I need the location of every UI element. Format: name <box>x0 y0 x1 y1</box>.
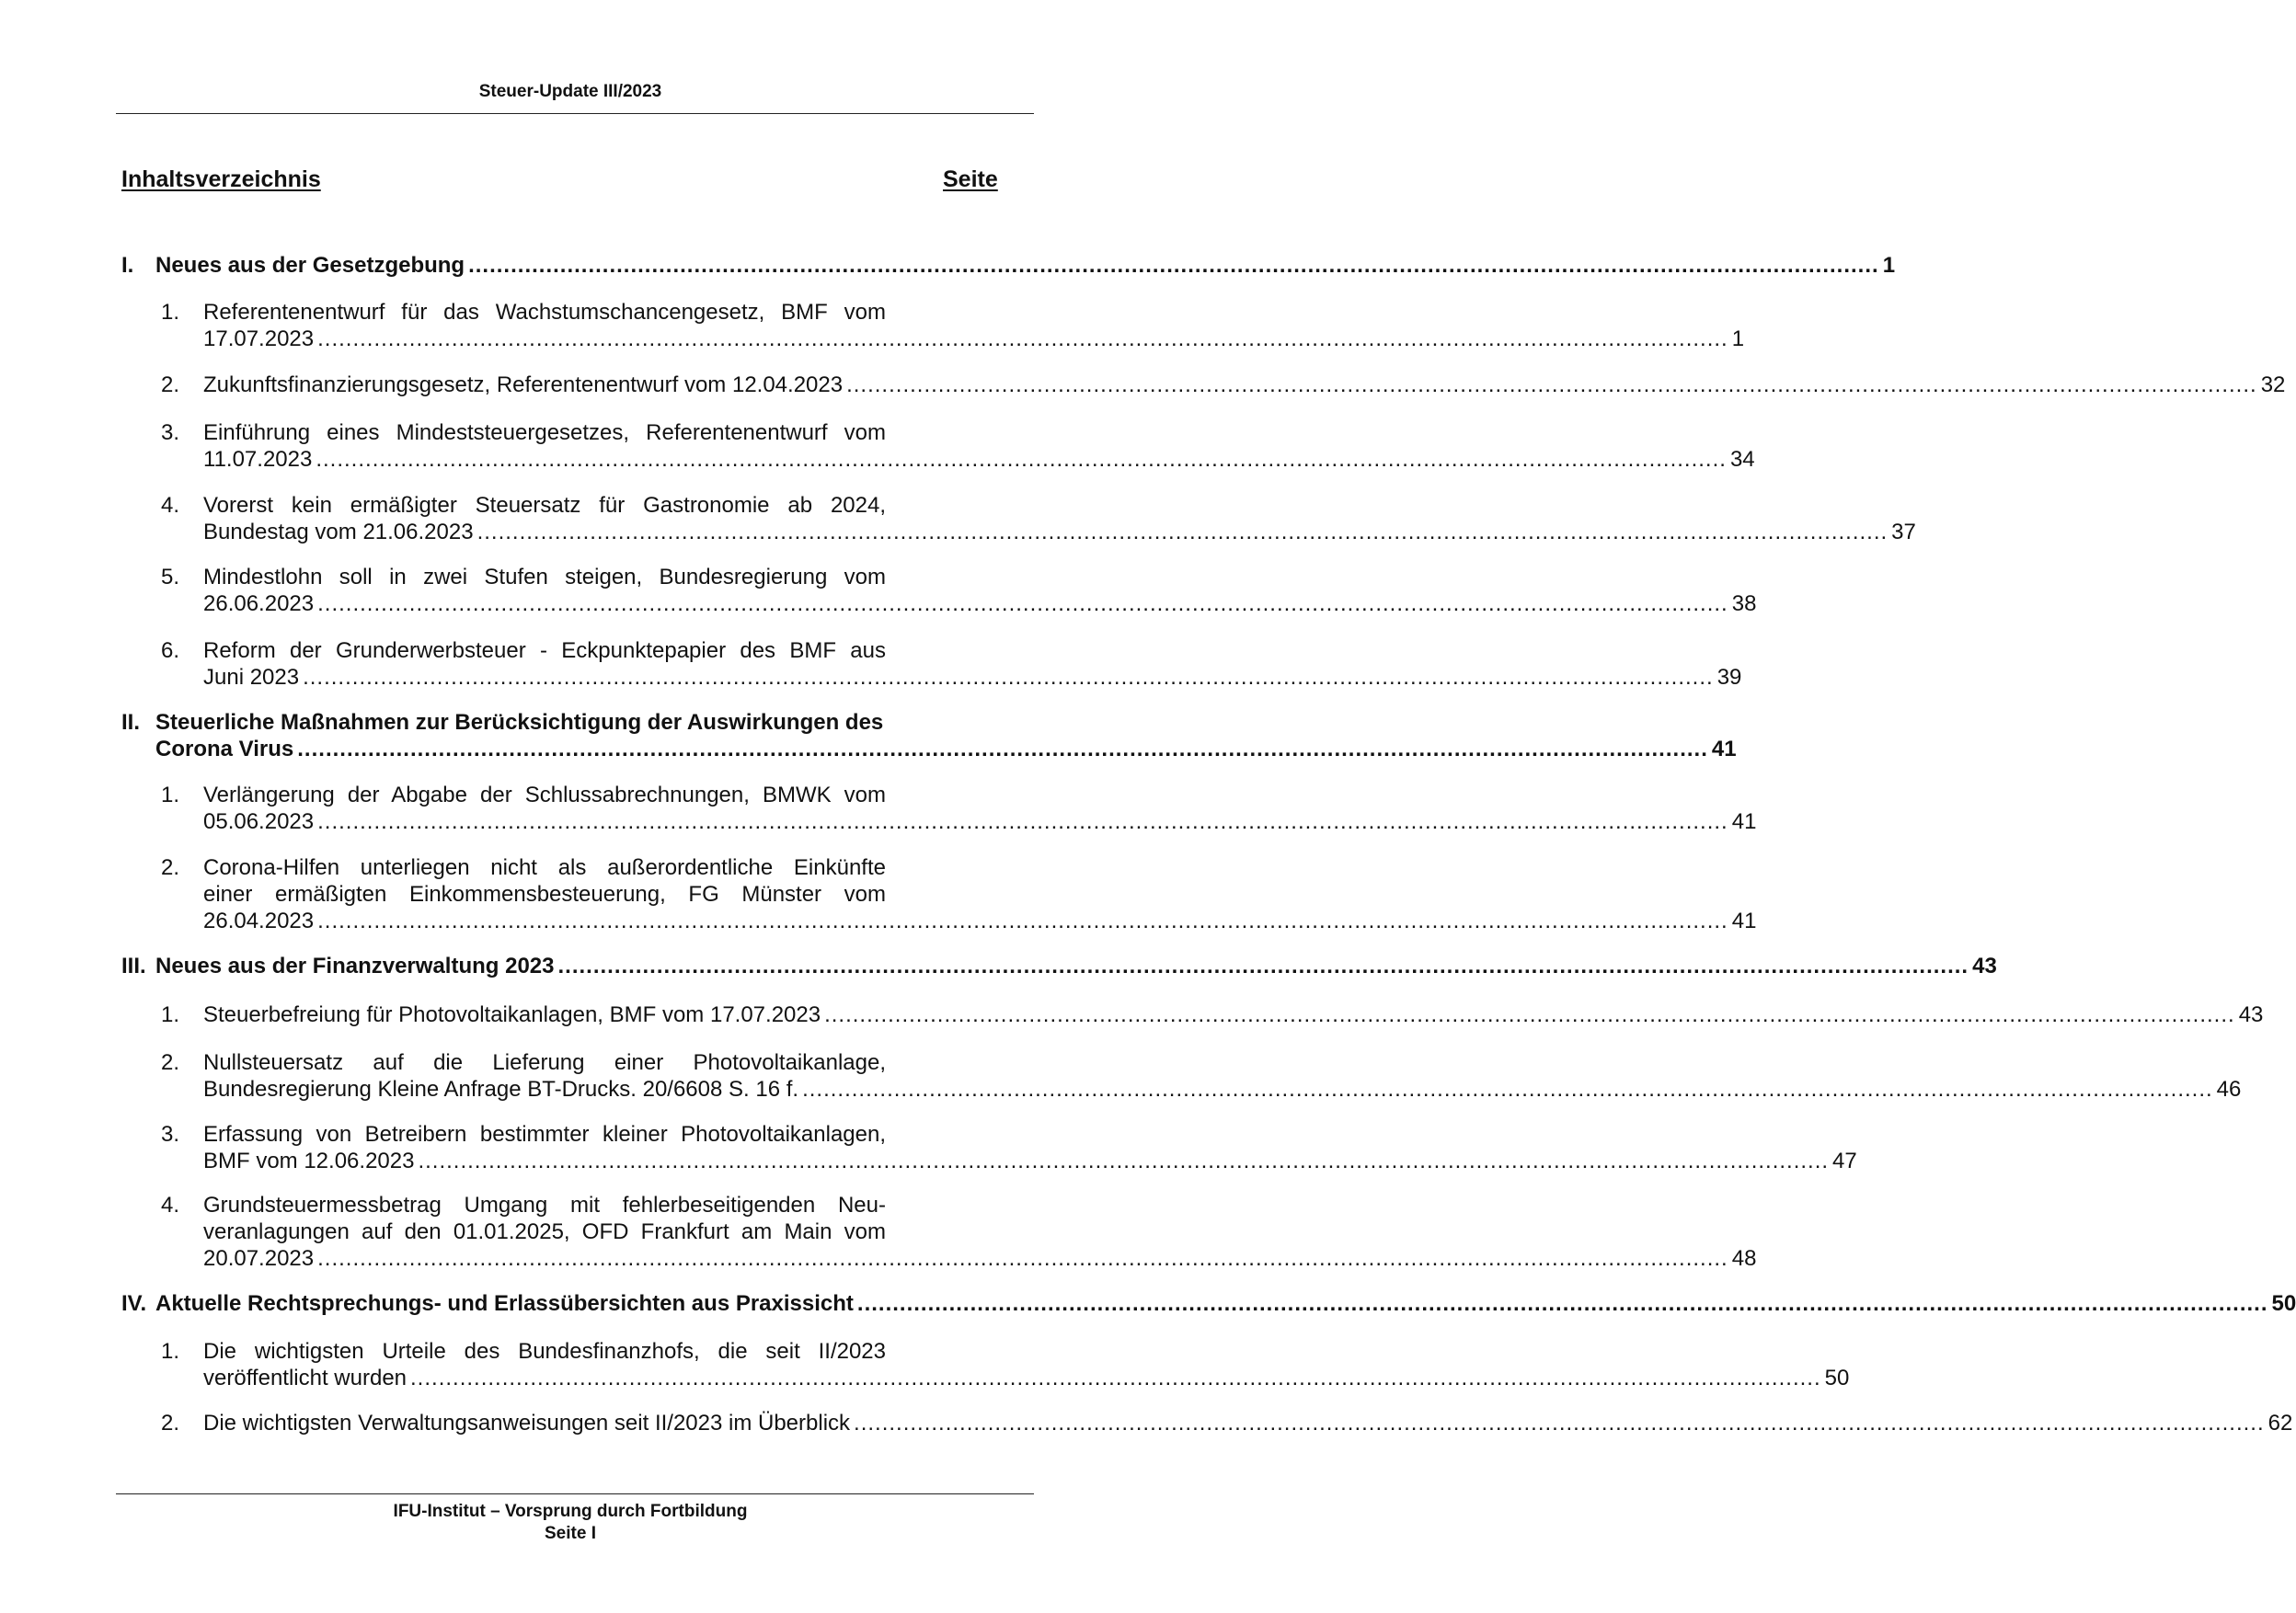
dot-leader: ........................................................................................................................................................................................................ <box>824 1002 2235 1027</box>
toc-entry-title: Neues aus der Finanzverwaltung 2023 <box>155 954 555 978</box>
dot-leader: ........................................................................................................................................................................................................ <box>854 1411 2265 1436</box>
toc-entry-title: 17.07.2023 <box>203 326 315 351</box>
toc-page-number: 46 <box>2216 1077 2242 1102</box>
dot-leader: ........................................................................................................................................................................................................ <box>802 1077 2213 1102</box>
toc-entry-number: 4. <box>161 493 180 518</box>
toc-page-number: 1 <box>1731 326 1745 351</box>
toc-page-number: 47 <box>1832 1149 1857 1173</box>
toc-entry-title: 20.07.2023 <box>203 1246 315 1271</box>
toc-page-number: 1 <box>1882 253 1896 278</box>
toc-page-number: 34 <box>1729 447 1755 472</box>
toc-entry-text-line: Vorerst kein ermäßigter Steuersatz für Gastronomie ab 2024, <box>203 493 886 518</box>
dot-leader: ........................................................................................................................................................................................................ <box>410 1366 1821 1390</box>
toc-item-entry <box>161 782 1757 835</box>
toc-entry-title: Zukunftsfinanzierungsgesetz, Referentenentwurf vom 12.04.2023 <box>203 372 844 397</box>
toc-entry-number: 2. <box>161 1411 180 1436</box>
toc-page-number: 48 <box>1731 1246 1757 1271</box>
toc-section-entry <box>121 1290 2296 1317</box>
toc-entry-number: I. <box>121 253 134 278</box>
toc-entry-text-line: Die wichtigsten Urteile des Bundesfinanzhofs, die seit II/2023 <box>203 1339 886 1364</box>
toc-entry-text-line: Einführung eines Mindeststeuergesetzes, Referentenentwurf vom <box>203 420 886 445</box>
footer-institute: IFU-Institut – Vorsprung durch Fortbildung <box>393 1502 748 1521</box>
toc-entry-number: 5. <box>161 565 180 589</box>
running-header: Steuer-Update III/2023 <box>478 82 662 101</box>
toc-entry-title: Bundestag vom 21.06.2023 <box>203 520 474 544</box>
toc-item-entry <box>161 1410 2293 1436</box>
toc-entry-title: Die wichtigsten Verwaltungsanweisungen seit II/2023 im Überblick <box>203 1411 851 1436</box>
toc-entry-text-line: Grundsteuermessbetrag Umgang mit fehlerbeseitigenden Neu- <box>203 1193 886 1218</box>
toc-item-entry <box>161 1049 2242 1103</box>
toc-entry-text-line: Referentenentwurf für das Wachstumschancengesetz, BMF vom <box>203 300 886 325</box>
dot-leader: ........................................................................................................................................................................................................ <box>297 737 1708 761</box>
toc-entry-title: Neues aus der Gesetzgebung <box>155 253 465 278</box>
toc-entry-number: 1. <box>161 1002 180 1027</box>
toc-entry-number: II. <box>121 710 141 735</box>
toc-entry-text-line: Steuerliche Maßnahmen zur Berücksichtigung der Auswirkungen des <box>155 710 884 735</box>
dot-leader: ........................................................................................................................................................................................................ <box>468 253 1879 278</box>
toc-entry-text-line: Mindestlohn soll in zwei Stufen steigen, Bundesregierung vom <box>203 565 886 589</box>
toc-page-number: 38 <box>1731 591 1757 616</box>
page-column-heading: Seite <box>943 166 998 192</box>
toc-entry-title: Corona Virus <box>155 737 294 761</box>
toc-entry-number: 2. <box>161 372 180 397</box>
toc-page-number: 62 <box>2267 1411 2293 1436</box>
toc-entry-number: 3. <box>161 1122 180 1147</box>
toc-item-entry <box>161 299 1745 352</box>
dot-leader: ........................................................................................................................................................................................................ <box>856 1291 2268 1316</box>
toc-entry-title: 26.04.2023 <box>203 909 315 933</box>
toc-item-entry <box>161 854 1757 934</box>
toc-item-entry <box>161 492 1916 545</box>
toc-entry-title: Juni 2023 <box>203 665 300 690</box>
toc-heading: Inhaltsverzeichnis <box>121 166 321 192</box>
toc-section-entry <box>121 709 1737 762</box>
toc-item-entry <box>161 1338 1850 1391</box>
toc-page-number: 32 <box>2260 372 2286 397</box>
toc-entry-number: 6. <box>161 638 180 663</box>
toc-entry-text-line: Corona-Hilfen unterliegen nicht als außerordentliche Einkünfte <box>203 855 886 880</box>
toc-page-number: 50 <box>1824 1366 1850 1390</box>
toc-entry-title: Aktuelle Rechtsprechungs- und Erlassübersichten aus Praxissicht <box>155 1291 854 1316</box>
dot-leader: ........................................................................................................................................................................................................ <box>317 1246 1728 1271</box>
toc-entry-number: 1. <box>161 300 180 325</box>
footer-divider <box>116 1493 1034 1494</box>
dot-leader: ........................................................................................................................................................................................................ <box>303 665 1714 690</box>
toc-entry-title: 11.07.2023 <box>203 447 313 472</box>
toc-entry-number: 3. <box>161 420 180 445</box>
toc-section-entry <box>121 252 1896 279</box>
dot-leader: ........................................................................................................................................................................................................ <box>476 520 1888 544</box>
toc-entry-title: BMF vom 12.06.2023 <box>203 1149 415 1173</box>
toc-entry-title: 05.06.2023 <box>203 809 315 834</box>
toc-entry-text-line: einer ermäßigten Einkommensbesteuerung, FG Münster vom <box>203 882 886 907</box>
toc-entry-number: 2. <box>161 1050 180 1075</box>
dot-leader: ........................................................................................................................................................................................................ <box>317 909 1728 933</box>
toc-item-entry <box>161 1192 1757 1272</box>
toc-page-number: 39 <box>1716 665 1742 690</box>
toc-item-entry <box>161 372 2286 398</box>
toc-item-entry <box>161 419 1755 473</box>
toc-entry-number: IV. <box>121 1291 147 1316</box>
dot-leader: ........................................................................................................................................................................................................ <box>557 954 1969 978</box>
toc-page-number: 41 <box>1711 737 1737 761</box>
toc-page-number: 50 <box>2271 1291 2296 1316</box>
toc-item-entry <box>161 1001 2264 1028</box>
toc-page-number: 41 <box>1731 909 1757 933</box>
toc-entry-text-line: Verlängerung der Abgabe der Schlussabrechnungen, BMWK vom <box>203 783 886 807</box>
dot-leader: ........................................................................................................................................................................................................ <box>317 591 1728 616</box>
toc-entry-number: 2. <box>161 855 180 880</box>
toc-entry-number: 1. <box>161 783 180 807</box>
toc-page-number: 41 <box>1731 809 1757 834</box>
toc-entry-title: veröffentlicht wurden <box>203 1366 408 1390</box>
dot-leader: ........................................................................................................................................................................................................ <box>316 447 1727 472</box>
toc-item-entry <box>161 1121 1857 1174</box>
toc-entry-text-line: Reform der Grunderwerbsteuer - Eckpunktepapier des BMF aus <box>203 638 886 663</box>
toc-entry-number: 4. <box>161 1193 180 1218</box>
toc-page-number: 43 <box>2238 1002 2264 1027</box>
toc-entry-title: 26.06.2023 <box>203 591 315 616</box>
toc-page-number: 43 <box>1972 954 1997 978</box>
toc-section-entry <box>121 953 1997 979</box>
dot-leader: ........................................................................................................................................................................................................ <box>317 326 1728 351</box>
dot-leader: ........................................................................................................................................................................................................ <box>317 809 1728 834</box>
toc-item-entry <box>161 564 1757 617</box>
dot-leader: ........................................................................................................................................................................................................ <box>418 1149 1830 1173</box>
toc-entry-number: 1. <box>161 1339 180 1364</box>
footer-page-number: Seite I <box>545 1524 596 1543</box>
toc-entry-text-line: veranlagungen auf den 01.01.2025, OFD Frankfurt am Main vom <box>203 1219 886 1244</box>
toc-entry-text-line: Erfassung von Betreibern bestimmter kleiner Photovoltaikanlagen, <box>203 1122 886 1147</box>
toc-entry-text-line: Nullsteuersatz auf die Lieferung einer Photovoltaikanlage, <box>203 1050 886 1075</box>
dot-leader: ........................................................................................................................................................................................................ <box>846 372 2257 397</box>
toc-entry-title: Bundesregierung Kleine Anfrage BT-Drucks. 20/6608 S. 16 f. <box>203 1077 799 1102</box>
toc-entry-number: III. <box>121 954 146 978</box>
toc-entry-title: Steuerbefreiung für Photovoltaikanlagen, BMF vom 17.07.2023 <box>203 1002 821 1027</box>
toc-item-entry <box>161 637 1742 691</box>
toc-page-number: 37 <box>1891 520 1916 544</box>
